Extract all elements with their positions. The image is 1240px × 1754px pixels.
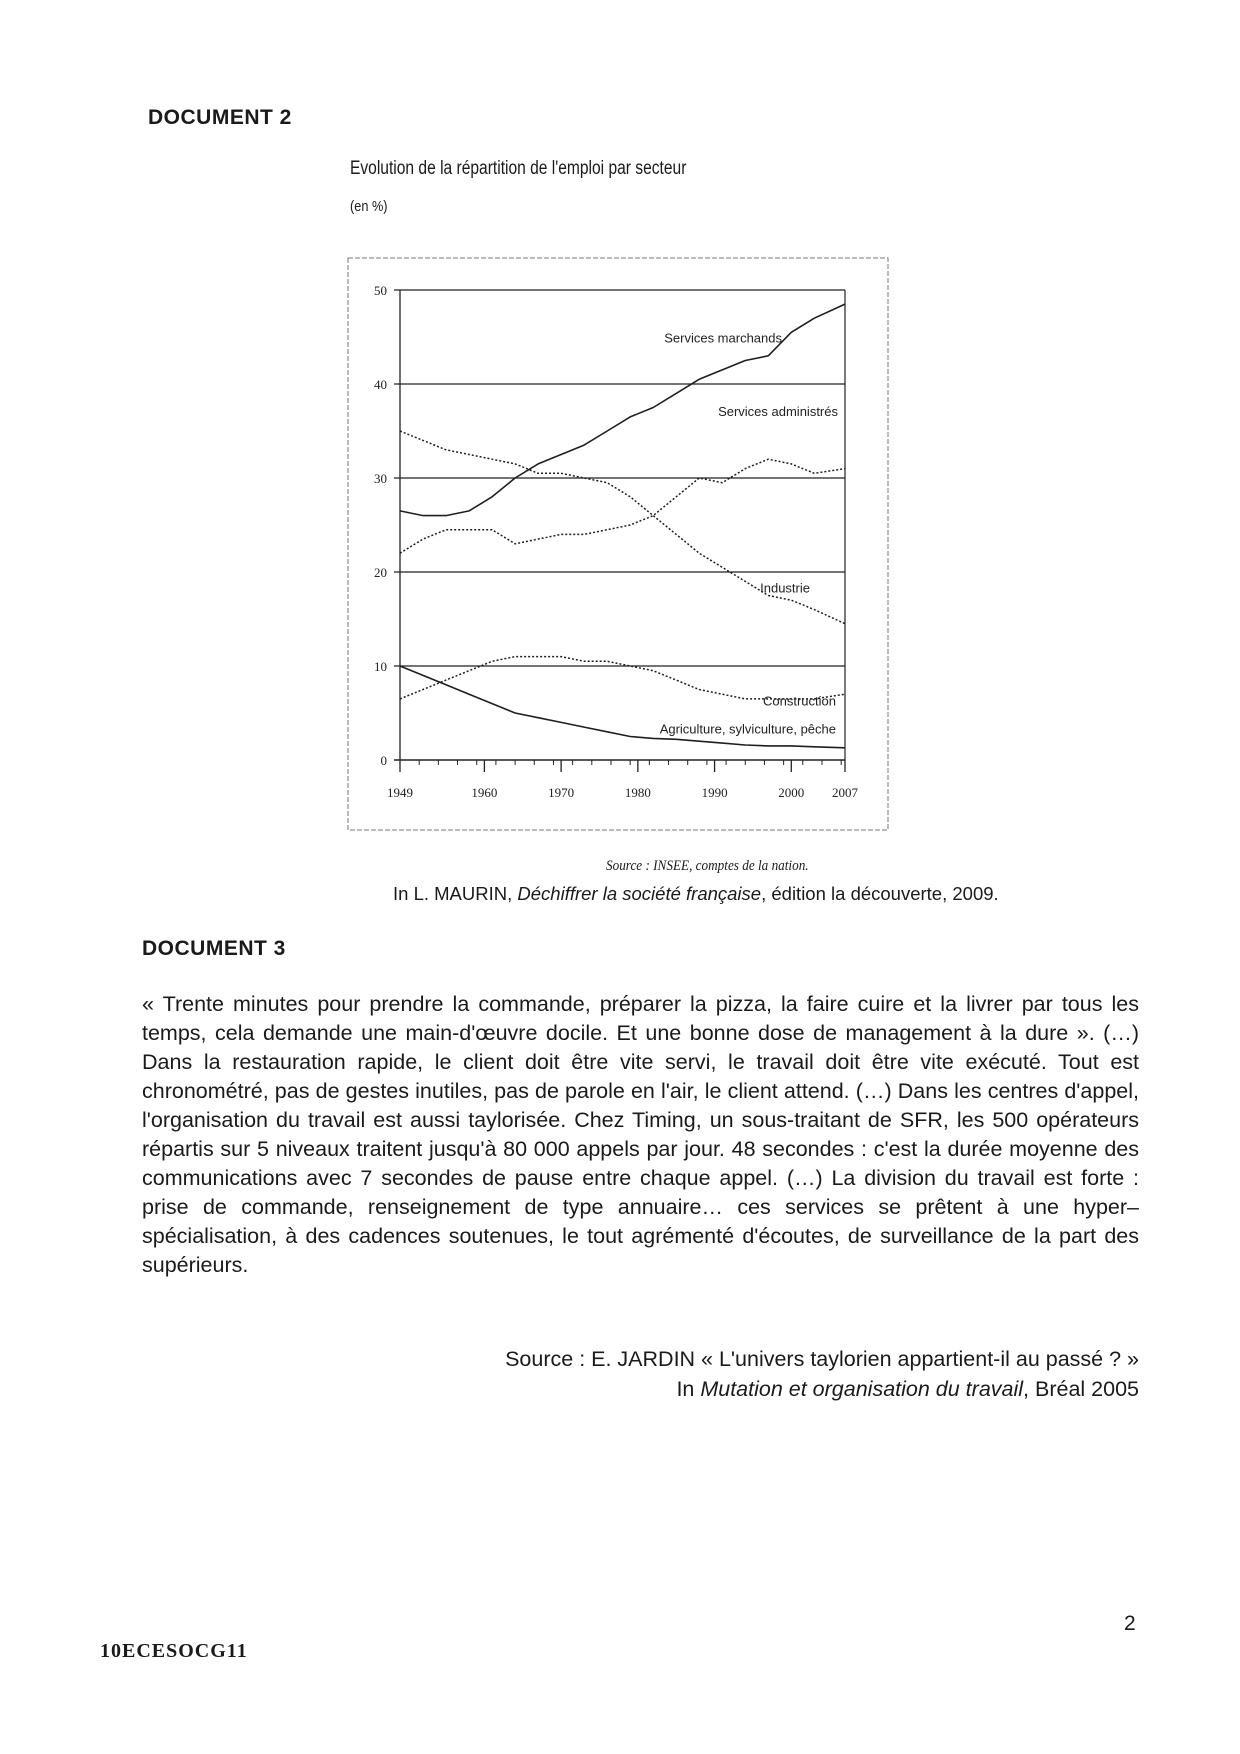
document-2-heading: DOCUMENT 2 xyxy=(148,106,292,129)
page-number: 2 xyxy=(1124,1612,1136,1635)
x-tick-label: 2000 xyxy=(778,785,805,800)
series-label: Agriculture, sylviculture, pêche xyxy=(659,721,836,737)
y-tick-label: 0 xyxy=(380,753,387,768)
chart-frame xyxy=(348,258,888,830)
employment-line-chart xyxy=(340,250,900,835)
document-2-reference xyxy=(393,883,999,905)
series-label: Services marchands xyxy=(664,330,782,346)
chart-outer-frame xyxy=(348,258,888,830)
series-label: Construction xyxy=(763,693,836,709)
chart-series-labels xyxy=(660,331,839,737)
source-line-1: Source : E. JARDIN « L'univers taylorien appartient-il au passé ? » xyxy=(505,1347,1139,1371)
reference-book-title: Déchiffrer la société française xyxy=(517,883,762,904)
document-3-heading: DOCUMENT 3 xyxy=(142,937,286,960)
x-tick-label: 1970 xyxy=(548,785,575,800)
chart-source: Source : INSEE, comptes de la nation. xyxy=(606,858,809,874)
source-line-2-suffix: , Bréal 2005 xyxy=(1023,1377,1139,1401)
x-tick-label: 1949 xyxy=(387,785,413,800)
x-tick-label: 1960 xyxy=(471,785,498,800)
y-tick-label: 10 xyxy=(374,659,387,674)
chart-title: Evolution de la répartition de l'emploi par secteur xyxy=(350,158,687,179)
y-tick-label: 50 xyxy=(374,283,387,298)
series-label: Industrie xyxy=(760,580,810,596)
x-tick-label: 1990 xyxy=(701,785,728,800)
series-line-2 xyxy=(400,459,845,553)
document-3-source xyxy=(505,1344,1139,1404)
chart-gridlines xyxy=(394,290,845,760)
y-tick-label: 30 xyxy=(374,471,387,486)
source-line-2-prefix: In xyxy=(676,1377,701,1401)
chart-series xyxy=(400,304,845,748)
x-tick-label: 2007 xyxy=(832,785,858,800)
source-line-2-title: Mutation et organisation du travail xyxy=(700,1377,1024,1401)
page-code: 10ECESOCG11 xyxy=(100,1640,248,1662)
source-line-2 xyxy=(505,1374,1139,1404)
reference-suffix: , édition la découverte, 2009. xyxy=(761,883,999,904)
x-tick-label: 1980 xyxy=(624,785,651,800)
series-label: Services administrés xyxy=(718,403,838,419)
chart-unit: (en %) xyxy=(350,198,388,215)
document-3-body: « Trente minutes pour prendre la commande, préparer la pizza, la faire cuire et la livrer par tous les temps, cela demande une main-d'œuvre docile. Et une bonne dose de management à la dure ». (…) Dans la restauration rapide, le client doit être vite servi, le travail doit être vite exécuté. Tout est chronométré, pas de gestes inutiles, pas de parole en l'air, le client attend. (…) Dans les centres d'appel, l'organisation du travail est aussi taylorisée. Chez Timing, un sous-traitant de SFR, les 500 opérateurs répartis sur 5 niveaux traitent jusqu'à 80 000 appels par jour. 48 secondes : c'est la durée moyenne des communications avec 7 secondes de pause entre chaque appel. (…) La division du travail est forte : prise de commande, renseignement de type annuaire… ces services se prêtent à une hyper–spécialisation, à des cadences soutenues, le tout agrémenté d'écoutes, de surveillance de la part des supérieurs. xyxy=(142,992,1139,1277)
reference-prefix: In L. MAURIN, xyxy=(393,883,518,904)
y-tick-label: 20 xyxy=(374,565,387,580)
y-tick-label: 40 xyxy=(374,377,387,392)
